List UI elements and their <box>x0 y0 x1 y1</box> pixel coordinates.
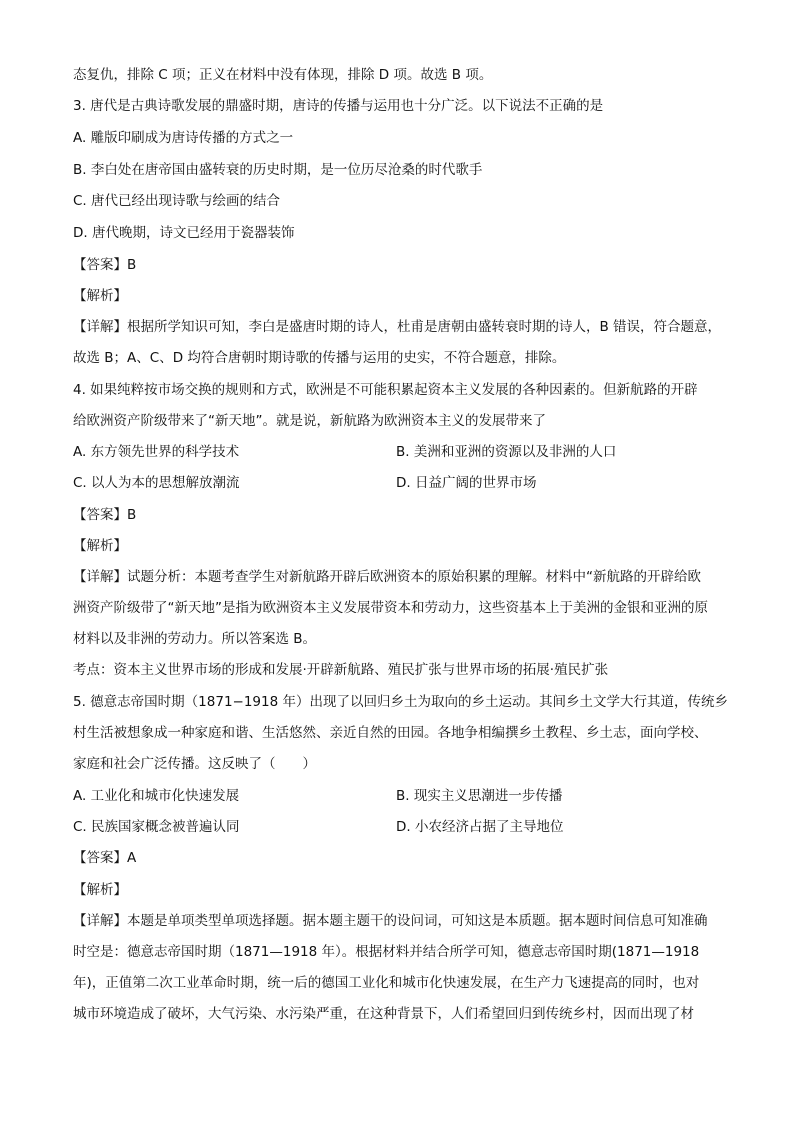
question-4-explanation: 材料以及非洲的劳动力。所以答案选 B。 <box>73 631 317 647</box>
question-3-option-a: A. 雕版印刷成为唐诗传播的方式之一 <box>73 130 294 146</box>
question-5-explanation: 城市环境造成了破坏，大气污染、水污染严重，在这种背景下，人们希望回归到传统乡村，因而出现了材 <box>73 1006 694 1022</box>
question-5-stem: 村生活被想象成一种家庭和谐、生活悠然、亲近自然的田园。各地争相编撰乡土教程、乡土志，面向学校、 <box>73 725 708 741</box>
question-3-option-b: B. 李白处在唐帝国由盛转衰的历史时期，是一位历尽沧桑的时代歌手 <box>73 162 483 178</box>
question-4-option-b: B. 美洲和亚洲的资源以及非洲的人口 <box>396 444 617 460</box>
question-5-option-a: A. 工业化和城市化快速发展 <box>73 788 240 804</box>
question-3-option-c: C. 唐代已经出现诗歌与绘画的结合 <box>73 193 281 209</box>
question-4-explanation: 【详解】试题分析：本题考查学生对新航路开辟后欧洲资本的原始积累的理解。材料中“新航路的开辟给欧 <box>73 569 701 585</box>
question-5-stem: 5. 德意志帝国时期（1871−1918 年）出现了以回归乡土为取向的乡土运动。其间乡土文学大行其道，传统乡 <box>73 694 728 710</box>
question-4-option-a: A. 东方领先世界的科学技术 <box>73 444 240 460</box>
question-4-stem: 4. 如果纯粹按市场交换的规则和方式，欧洲是不可能积累起资本主义发展的各种因素的。但新航路的开辟 <box>73 382 698 398</box>
question-3-explanation: 【详解】根据所学知识可知，李白是盛唐时期的诗人，杜甫是唐朝由盛转衰时期的诗人，B 错误，符合题意， <box>73 319 722 335</box>
question-5-explanation: 年)，正值第二次工业革命时期，统一后的德国工业化和城市化快速发展，在生产力飞速提高的同时，也对 <box>73 975 700 991</box>
text-line: 态复仇，排除 C 项；正义在材料中没有体现，排除 D 项。故选 B 项。 <box>73 67 493 83</box>
question-3-analysis-heading: 【解析】 <box>73 288 127 304</box>
question-4-option-c: C. 以人为本的思想解放潮流 <box>73 475 240 491</box>
question-5-answer: 【答案】A <box>73 850 137 866</box>
question-4-explanation: 洲资产阶级带了“新天地”是指为欧洲资本主义发展带资本和劳动力，这些资基本上于美洲的金银和亚洲的原 <box>73 600 708 616</box>
question-4-knowledge-point: 考点：资本主义世界市场的形成和发展·开辟新航路、殖民扩张与世界市场的拓展·殖民扩张 <box>73 662 609 678</box>
question-5-analysis-heading: 【解析】 <box>73 882 127 898</box>
question-5-stem: 家庭和社会广泛传播。这反映了（ ） <box>73 756 316 772</box>
question-3-stem: 3. 唐代是古典诗歌发展的鼎盛时期，唐诗的传播与运用也十分广泛。以下说法不正确的是 <box>73 98 604 114</box>
question-5-explanation: 时空是：德意志帝国时期（1871—1918 年）。根据材料并结合所学可知，德意志帝国时期(1871—1918 <box>73 944 700 960</box>
question-4-stem: 给欧洲资产阶级带来了“新天地”。就是说，新航路为欧洲资本主义的发展带来了 <box>73 413 546 429</box>
question-3-option-d: D. 唐代晚期，诗文已经用于瓷器装饰 <box>73 225 295 241</box>
question-5-option-d: D. 小农经济占据了主导地位 <box>396 819 564 835</box>
question-5-option-c: C. 民族国家概念被普遍认同 <box>73 819 240 835</box>
question-4-option-d: D. 日益广阔的世界市场 <box>396 475 537 491</box>
question-4-answer: 【答案】B <box>73 507 137 523</box>
question-3-explanation: 故选 B；A、C、D 均符合唐朝时期诗歌的传播与运用的史实，不符合题意，排除。 <box>73 350 566 366</box>
question-4-analysis-heading: 【解析】 <box>73 538 127 554</box>
question-5-option-b: B. 现实主义思潮进一步传播 <box>396 788 563 804</box>
question-3-answer: 【答案】B <box>73 257 137 273</box>
question-5-explanation: 【详解】本题是单项类型单项选择题。据本题主题干的设问词，可知这是本质题。据本题时间信息可知准确 <box>73 913 708 929</box>
